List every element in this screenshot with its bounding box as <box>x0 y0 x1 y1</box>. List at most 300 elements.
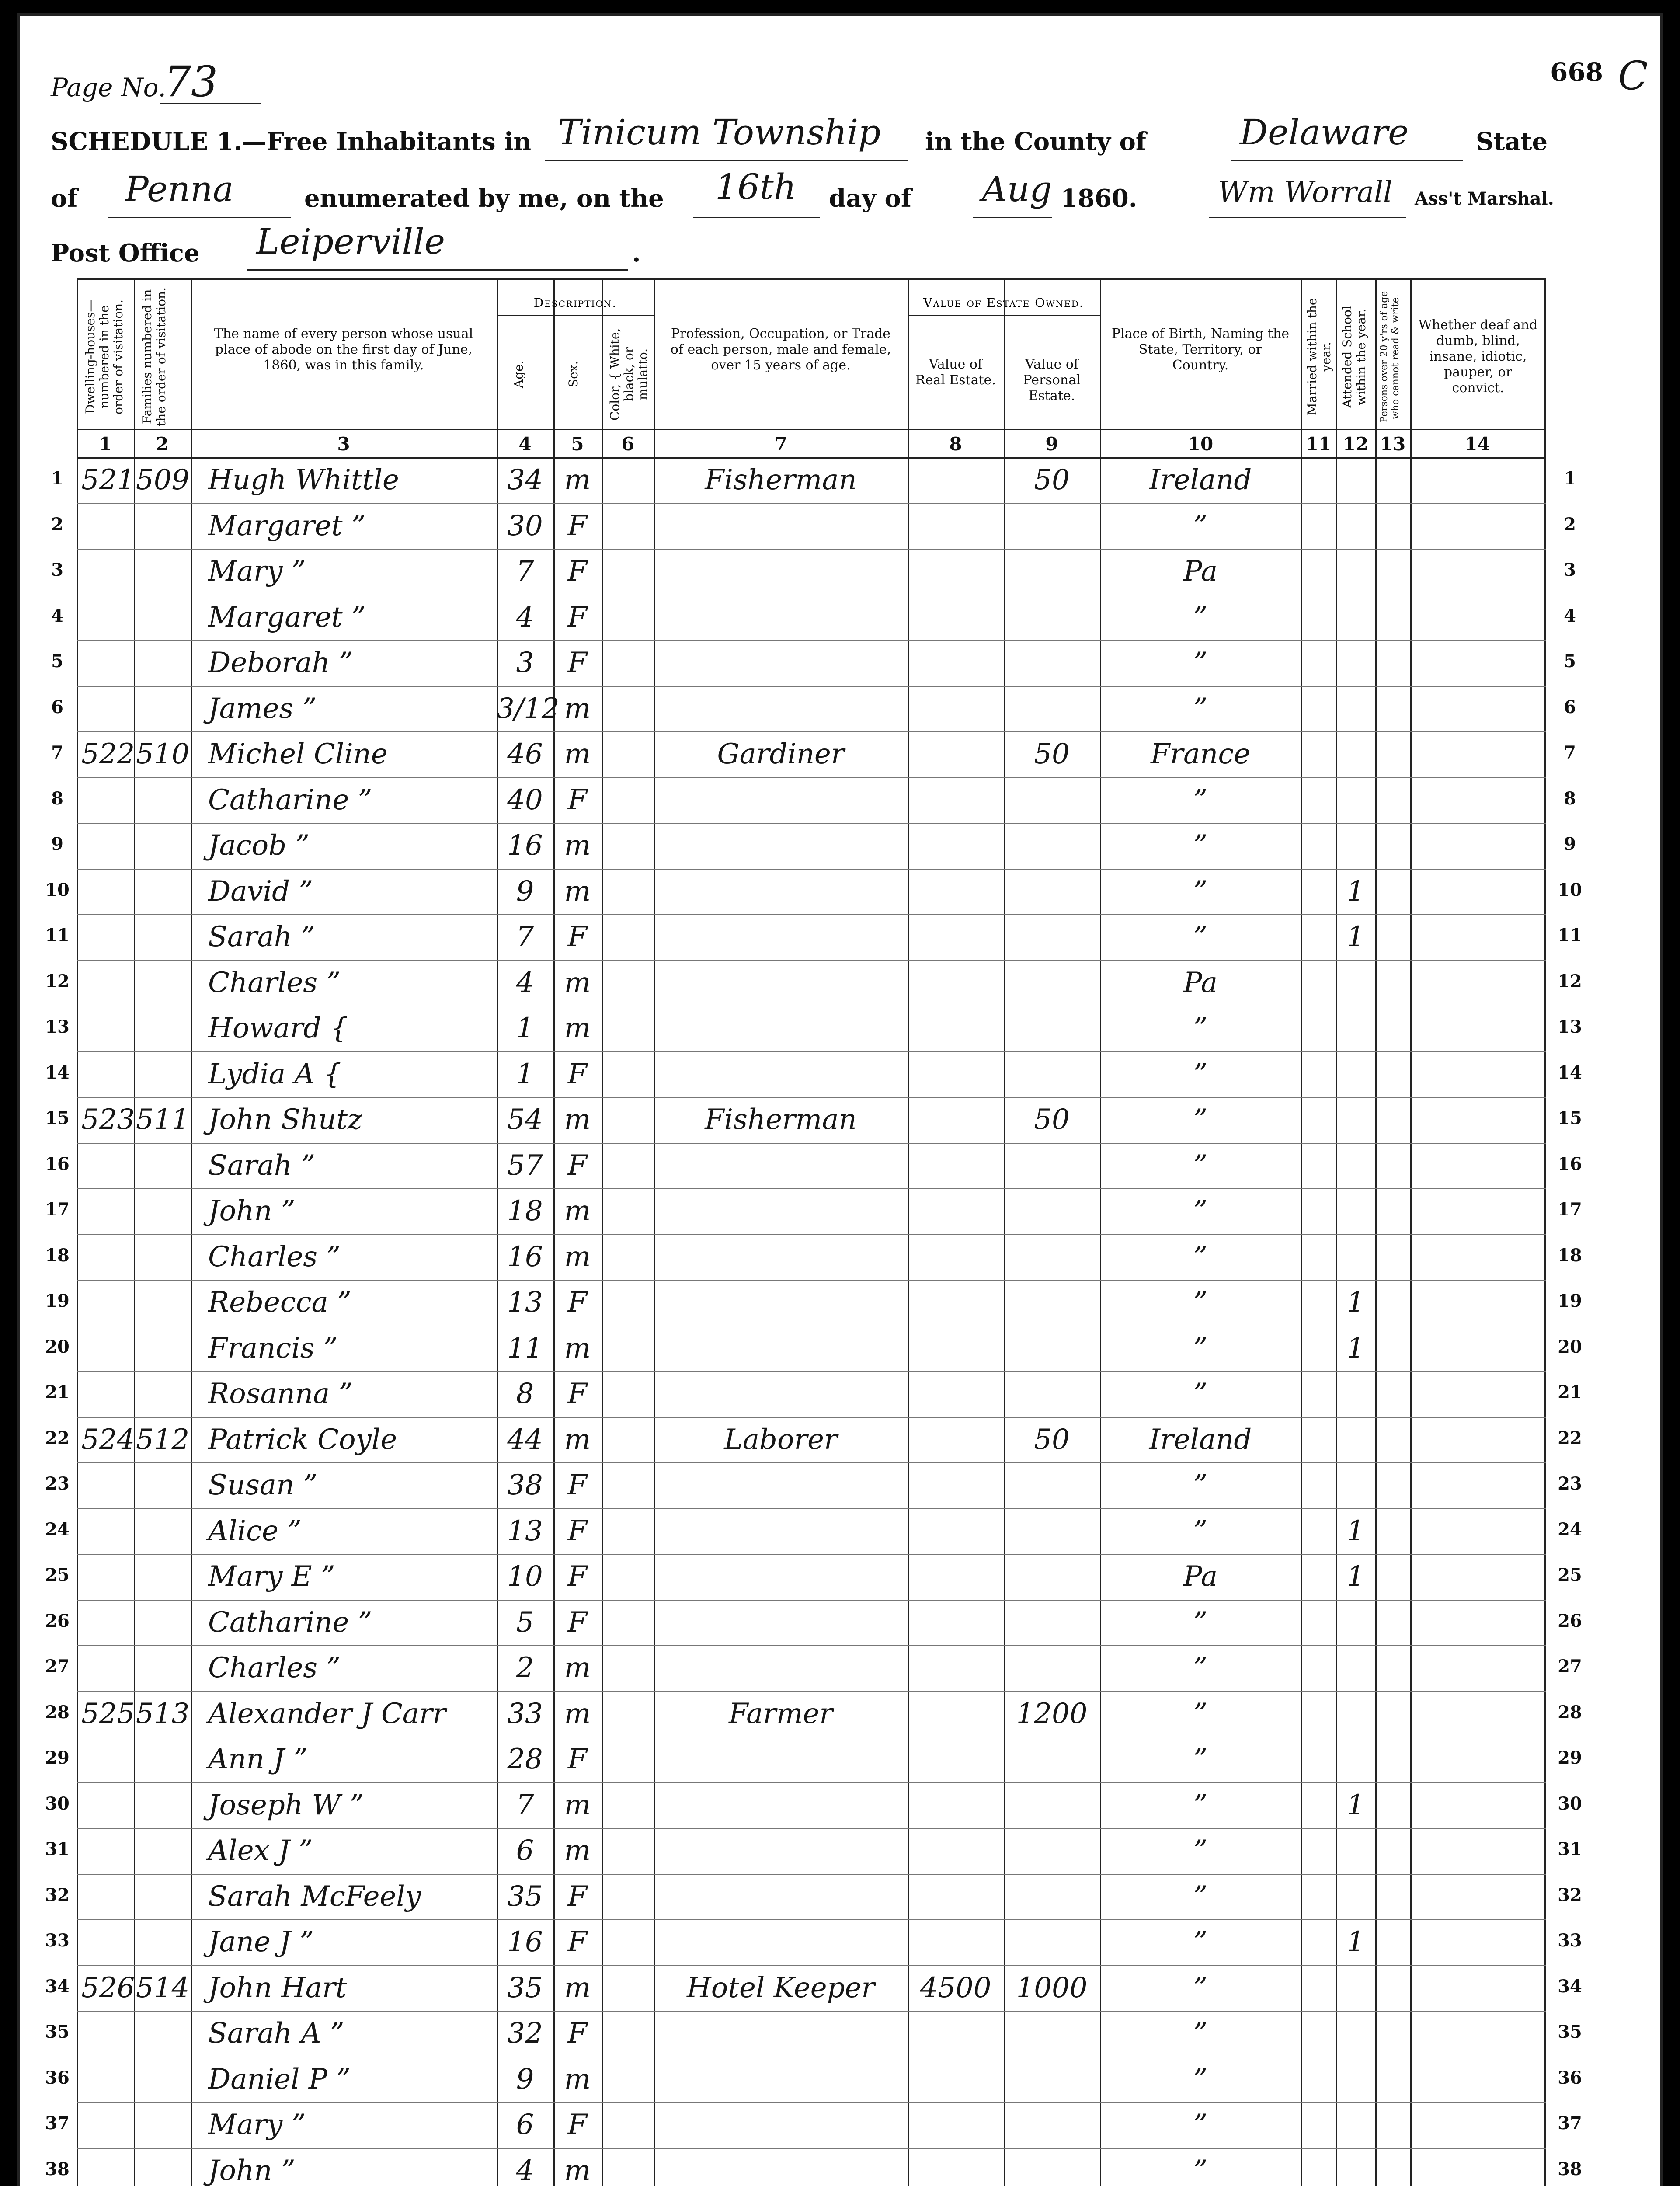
occupation <box>654 1645 908 1691</box>
family-number <box>136 2148 188 2186</box>
personal-estate-value <box>1004 960 1100 1006</box>
township-value: Tinicum Township <box>558 112 881 153</box>
table-row <box>77 1874 1546 1920</box>
page-label: Page No. <box>51 73 166 102</box>
family-number <box>136 1554 188 1600</box>
line-number-left: 12 <box>45 971 70 992</box>
attended-school: 1 <box>1346 1332 1365 1365</box>
line-number-left: 17 <box>45 1199 70 1220</box>
column-number: 10 <box>1187 433 1214 455</box>
person-name: Hugh Whittle <box>208 464 399 496</box>
occupation: Farmer <box>729 1697 833 1730</box>
family-number <box>136 1280 188 1326</box>
column-number: 9 <box>1045 433 1058 455</box>
person-name: Sarah A ” <box>208 2017 344 2050</box>
column-number: 2 <box>156 433 169 455</box>
person-name: Sarah ” <box>208 1149 316 1182</box>
dwelling-number: 521 <box>81 464 135 496</box>
age: 38 <box>507 1469 543 1501</box>
age: 30 <box>507 509 543 542</box>
header-birthplace: Place of Birth, Naming the State, Territory, or Country. <box>1111 326 1290 373</box>
line-number-right: 1 <box>1564 468 1576 489</box>
dwelling-number <box>81 777 134 823</box>
age: 44 <box>507 1423 543 1456</box>
column-number: 7 <box>774 433 787 455</box>
family-number: 512 <box>136 1423 190 1456</box>
sex: F <box>567 1286 588 1319</box>
table-row <box>77 1554 1546 1600</box>
personal-estate-value <box>1004 1874 1100 1920</box>
birthplace: ” <box>1193 647 1208 679</box>
sex: m <box>564 1834 591 1867</box>
person-name: Michel Cline <box>208 738 388 770</box>
real-estate-value <box>908 914 1004 960</box>
age: 46 <box>507 738 543 770</box>
line-number-right: 18 <box>1558 1245 1582 1266</box>
birthplace: ” <box>1193 1195 1208 1227</box>
dwelling-number <box>81 1326 134 1371</box>
family-number: 509 <box>136 464 190 496</box>
real-estate-value <box>908 1600 1004 1646</box>
family-number <box>136 960 188 1006</box>
age: 35 <box>507 1880 543 1913</box>
real-estate-value <box>908 2102 1004 2148</box>
attended-school <box>1336 1737 1375 1782</box>
real-estate-value <box>908 1554 1004 1600</box>
attended-school <box>1336 686 1375 732</box>
line-number-left: 30 <box>45 1793 70 1814</box>
person-name: John ” <box>208 2154 296 2186</box>
dwelling-number: 524 <box>81 1423 135 1456</box>
occupation <box>654 1006 908 1051</box>
occupation <box>654 1188 908 1234</box>
personal-estate-value <box>1004 1919 1100 1965</box>
line-number-right: 4 <box>1564 605 1576 626</box>
dwelling-number <box>81 1919 134 1965</box>
occupation <box>654 1462 908 1508</box>
occupation <box>654 1874 908 1920</box>
estate-head: Value of Estate Owned. <box>923 296 1084 310</box>
sex: m <box>564 1971 591 2004</box>
personal-estate-value <box>1004 823 1100 869</box>
line-number-left: 8 <box>51 788 63 809</box>
age: 16 <box>507 829 543 862</box>
line-number-left: 6 <box>51 696 63 717</box>
sex: m <box>564 1332 591 1365</box>
personal-estate-value: 50 <box>1034 1423 1070 1456</box>
line-number-right: 3 <box>1564 560 1576 580</box>
real-estate-value <box>908 2057 1004 2102</box>
sex: m <box>564 1012 591 1044</box>
person-name: John ” <box>208 1195 296 1227</box>
age: 6 <box>516 1834 534 1867</box>
age: 16 <box>507 1926 543 1958</box>
attended-school: 1 <box>1346 1560 1365 1593</box>
personal-estate-value <box>1004 640 1100 686</box>
county-label: in the County of <box>925 127 1146 156</box>
real-estate-value <box>908 2011 1004 2057</box>
line-number-right: 20 <box>1558 1336 1582 1357</box>
sex: m <box>564 692 591 725</box>
header-disability: Whether deaf and dumb, blind, insane, idiotic, pauper, or convict. <box>1418 317 1538 396</box>
occupation <box>654 2102 908 2148</box>
occupation: Gardiner <box>717 738 845 770</box>
line-number-right: 15 <box>1558 1108 1582 1128</box>
age: 7 <box>516 1789 534 1821</box>
sex: F <box>567 509 588 542</box>
birthplace: ” <box>1193 692 1208 725</box>
birthplace: ” <box>1193 1697 1208 1730</box>
sex: m <box>564 1195 591 1227</box>
dwelling-number <box>81 1006 134 1051</box>
real-estate-value <box>908 1326 1004 1371</box>
personal-estate-value <box>1004 686 1100 732</box>
occupation <box>654 1280 908 1326</box>
table-row <box>77 1051 1546 1097</box>
age: 8 <box>516 1378 534 1410</box>
real-estate-value <box>908 640 1004 686</box>
sex: F <box>567 601 588 634</box>
table-row <box>77 731 1546 777</box>
sex: F <box>567 1560 588 1593</box>
personal-estate-value <box>1004 1326 1100 1371</box>
post-office-value: Leiperville <box>256 221 445 262</box>
personal-estate-value <box>1004 1234 1100 1280</box>
header-married: Married within the year. <box>1305 298 1333 416</box>
dwelling-number <box>81 1737 134 1782</box>
header-dwelling: Dwelling-houses—numbered in the order of visitation. <box>83 299 125 414</box>
attended-school <box>1336 503 1375 549</box>
birthplace: ” <box>1193 2017 1208 2050</box>
sex: m <box>564 738 591 770</box>
line-number-left: 25 <box>45 1565 70 1585</box>
line-number-right: 10 <box>1558 879 1582 900</box>
dwelling-number <box>81 640 134 686</box>
real-estate-value <box>908 503 1004 549</box>
birthplace: ” <box>1193 1789 1208 1821</box>
dwelling-number <box>81 1874 134 1920</box>
header-sex: Sex. <box>566 361 581 388</box>
line-number-right: 29 <box>1558 1747 1582 1768</box>
real-estate-value <box>908 1280 1004 1326</box>
age: 40 <box>507 783 543 816</box>
column-number: 3 <box>337 433 350 455</box>
line-number-left: 5 <box>51 651 63 672</box>
table-row <box>77 1188 1546 1234</box>
person-name: Mary E ” <box>208 1560 335 1593</box>
real-estate-value <box>908 1691 1004 1737</box>
age: 4 <box>516 966 534 999</box>
age: 16 <box>507 1240 543 1273</box>
attended-school <box>1336 1188 1375 1234</box>
line-number-left: 16 <box>45 1153 70 1174</box>
personal-estate-value <box>1004 777 1100 823</box>
line-number-left: 36 <box>45 2067 70 2088</box>
birthplace: ” <box>1193 1012 1208 1044</box>
dwelling-number <box>81 823 134 869</box>
personal-estate-value <box>1004 1828 1100 1874</box>
sex: m <box>564 1103 591 1136</box>
occupation <box>654 1737 908 1782</box>
occupation <box>654 869 908 915</box>
birthplace: ” <box>1193 1926 1208 1958</box>
line-number-left: 22 <box>45 1427 70 1448</box>
real-estate-value <box>908 960 1004 1006</box>
birthplace: ” <box>1193 1286 1208 1319</box>
line-number-left: 28 <box>45 1702 70 1723</box>
person-name: Alice ” <box>208 1514 302 1547</box>
line-number-left: 23 <box>45 1473 70 1494</box>
family-number <box>136 640 188 686</box>
line-number-left: 15 <box>45 1108 70 1128</box>
person-name: James ” <box>208 692 317 725</box>
table-row <box>77 549 1546 595</box>
sex: F <box>567 783 588 816</box>
year-value: 1860. <box>1061 184 1137 213</box>
birthplace: ” <box>1193 509 1208 542</box>
occupation <box>654 1782 908 1828</box>
birthplace: ” <box>1193 1652 1208 1684</box>
line-number-right: 31 <box>1558 1839 1582 1859</box>
dwelling-number <box>81 2057 134 2102</box>
person-name: Rosanna ” <box>208 1378 353 1410</box>
personal-estate-value <box>1004 2148 1100 2186</box>
occupation <box>654 914 908 960</box>
table-row <box>77 1462 1546 1508</box>
enumerated-label: enumerated by me, on the <box>304 184 664 213</box>
line-number-left: 1 <box>51 468 63 489</box>
occupation <box>654 777 908 823</box>
birthplace: ” <box>1193 1469 1208 1501</box>
header-school: Attended School within the year. <box>1340 306 1368 408</box>
attended-school <box>1336 823 1375 869</box>
real-estate-value <box>908 1462 1004 1508</box>
real-estate-value <box>908 1645 1004 1691</box>
dwelling-number: 525 <box>81 1697 135 1730</box>
family-number <box>136 2011 188 2057</box>
sex: F <box>567 1149 588 1182</box>
attended-school <box>1336 1828 1375 1874</box>
occupation <box>654 1143 908 1189</box>
line-number-left: 19 <box>45 1291 70 1311</box>
sex: F <box>567 1058 588 1090</box>
table-row <box>77 1737 1546 1782</box>
birthplace: ” <box>1193 921 1208 953</box>
attended-school <box>1336 1143 1375 1189</box>
dwelling-number: 523 <box>81 1103 135 1136</box>
column-number: 8 <box>949 433 962 455</box>
attended-school <box>1336 1371 1375 1417</box>
person-name: Catharine ” <box>208 1606 372 1639</box>
person-name: Mary ” <box>208 2109 306 2141</box>
family-number: 511 <box>136 1103 190 1136</box>
birthplace: Ireland <box>1149 1423 1252 1456</box>
person-name: Catharine ” <box>208 783 372 816</box>
header-illiterate: Persons over 20 y'rs of age who cannot read & write. <box>1379 291 1401 423</box>
occupation <box>654 1051 908 1097</box>
line-number-left: 24 <box>45 1519 70 1540</box>
family-number: 513 <box>136 1697 190 1730</box>
table-row <box>77 1097 1546 1143</box>
line-number-right: 23 <box>1558 1473 1582 1494</box>
real-estate-value <box>908 1006 1004 1051</box>
birthplace: ” <box>1193 875 1208 908</box>
line-number-right: 5 <box>1564 651 1576 672</box>
family-number <box>136 503 188 549</box>
line-number-right: 25 <box>1558 1565 1582 1585</box>
line-number-right: 36 <box>1558 2067 1582 2088</box>
dwelling-number <box>81 1508 134 1554</box>
age: 4 <box>516 601 534 634</box>
line-number-right: 6 <box>1564 696 1576 717</box>
column-number: 6 <box>621 433 634 455</box>
family-number: 510 <box>136 738 190 770</box>
sex: m <box>564 829 591 862</box>
personal-estate-value <box>1004 1006 1100 1051</box>
birthplace: ” <box>1193 829 1208 862</box>
sex: m <box>564 1652 591 1684</box>
dwelling-number <box>81 1371 134 1417</box>
occupation <box>654 2057 908 2102</box>
person-name: Susan ” <box>208 1469 318 1501</box>
family-number <box>136 1006 188 1051</box>
table-row <box>77 457 1546 503</box>
header-color: Color, { White, black, or mulatto. <box>608 328 650 421</box>
family-number <box>136 1371 188 1417</box>
dwelling-number: 526 <box>81 1971 135 2004</box>
age: 7 <box>516 555 534 588</box>
line-number-right: 24 <box>1558 1519 1582 1540</box>
birthplace: France <box>1150 738 1251 770</box>
birthplace: Pa <box>1183 966 1218 999</box>
personal-estate-value <box>1004 1508 1100 1554</box>
line-number-right: 37 <box>1558 2113 1582 2134</box>
personal-estate-value <box>1004 503 1100 549</box>
person-name: Deborah ” <box>208 647 353 679</box>
dwelling-number <box>81 686 134 732</box>
age: 54 <box>507 1103 543 1136</box>
personal-estate-value <box>1004 1371 1100 1417</box>
table-row <box>77 1600 1546 1646</box>
table-row <box>77 1691 1546 1737</box>
birthplace: ” <box>1193 1332 1208 1365</box>
birthplace: ” <box>1193 1606 1208 1639</box>
line-number-left: 20 <box>45 1336 70 1357</box>
birthplace: ” <box>1193 1834 1208 1867</box>
personal-estate-value <box>1004 1645 1100 1691</box>
person-name: Margaret ” <box>208 601 366 634</box>
age: 32 <box>507 2017 543 2050</box>
sex: F <box>567 921 588 953</box>
line-number-left: 21 <box>45 1382 70 1403</box>
line-number-right: 33 <box>1558 1930 1582 1951</box>
page-number: 73 <box>164 57 218 106</box>
dwelling-number <box>81 1234 134 1280</box>
column-number: 1 <box>99 433 112 455</box>
line-number-left: 18 <box>45 1245 70 1266</box>
occupation <box>654 1326 908 1371</box>
family-number <box>136 1143 188 1189</box>
table-row <box>77 2057 1546 2102</box>
line-number-right: 27 <box>1558 1656 1582 1677</box>
line-number-left: 13 <box>45 1016 70 1037</box>
column-number: 13 <box>1380 433 1406 455</box>
personal-estate-value <box>1004 595 1100 640</box>
person-name: Charles ” <box>208 1240 341 1273</box>
description-head: Description. <box>533 296 617 310</box>
dwelling-number <box>81 1645 134 1691</box>
sex: F <box>567 1926 588 1958</box>
occupation: Hotel Keeper <box>686 1971 875 2004</box>
personal-estate-value <box>1004 1600 1100 1646</box>
table-row <box>77 503 1546 549</box>
occupation <box>654 1371 908 1417</box>
dwelling-number <box>81 869 134 915</box>
real-estate-value <box>908 1874 1004 1920</box>
table-row <box>77 823 1546 869</box>
occupation: Fisherman <box>705 1103 857 1136</box>
attended-school <box>1336 640 1375 686</box>
attended-school: 1 <box>1346 1926 1365 1958</box>
real-estate-value <box>908 1371 1004 1417</box>
age: 18 <box>507 1195 543 1227</box>
birthplace: Pa <box>1183 555 1218 588</box>
table-row <box>77 640 1546 686</box>
attended-school <box>1336 2102 1375 2148</box>
table-row <box>77 1645 1546 1691</box>
birthplace: ” <box>1193 601 1208 634</box>
table-row <box>77 1508 1546 1554</box>
age: 57 <box>507 1149 543 1182</box>
person-name: Charles ” <box>208 966 341 999</box>
table-row <box>77 2011 1546 2057</box>
line-number-left: 7 <box>51 742 63 763</box>
month-value: Aug <box>982 169 1052 209</box>
line-number-right: 35 <box>1558 2022 1582 2042</box>
family-number <box>136 1188 188 1234</box>
sex: F <box>567 647 588 679</box>
line-number-left: 38 <box>45 2158 70 2179</box>
attended-school <box>1336 1051 1375 1097</box>
age: 35 <box>507 1971 543 2004</box>
attended-school <box>1336 549 1375 595</box>
birthplace: ” <box>1193 1971 1208 2004</box>
census-sheet <box>17 13 1663 2186</box>
table-row <box>77 1326 1546 1371</box>
line-number-right: 11 <box>1558 925 1582 946</box>
age: 4 <box>516 2154 534 2186</box>
personal-estate-value: 50 <box>1034 464 1070 496</box>
real-estate-value <box>908 1051 1004 1097</box>
person-name: John Hart <box>208 1971 347 2004</box>
table-row <box>77 2148 1546 2186</box>
sex: m <box>564 1240 591 1273</box>
column-number: 12 <box>1343 433 1369 455</box>
family-number <box>136 1508 188 1554</box>
family-number <box>136 2102 188 2148</box>
dwelling-number: 522 <box>81 738 135 770</box>
family-number <box>136 549 188 595</box>
occupation <box>654 1600 908 1646</box>
table-row <box>77 1965 1546 2011</box>
line-number-left: 14 <box>45 1062 70 1083</box>
age: 1 <box>516 1012 534 1044</box>
occupation <box>654 503 908 549</box>
family-number <box>136 1600 188 1646</box>
family-number <box>136 1051 188 1097</box>
person-name: Patrick Coyle <box>208 1423 397 1456</box>
attended-school <box>1336 1645 1375 1691</box>
